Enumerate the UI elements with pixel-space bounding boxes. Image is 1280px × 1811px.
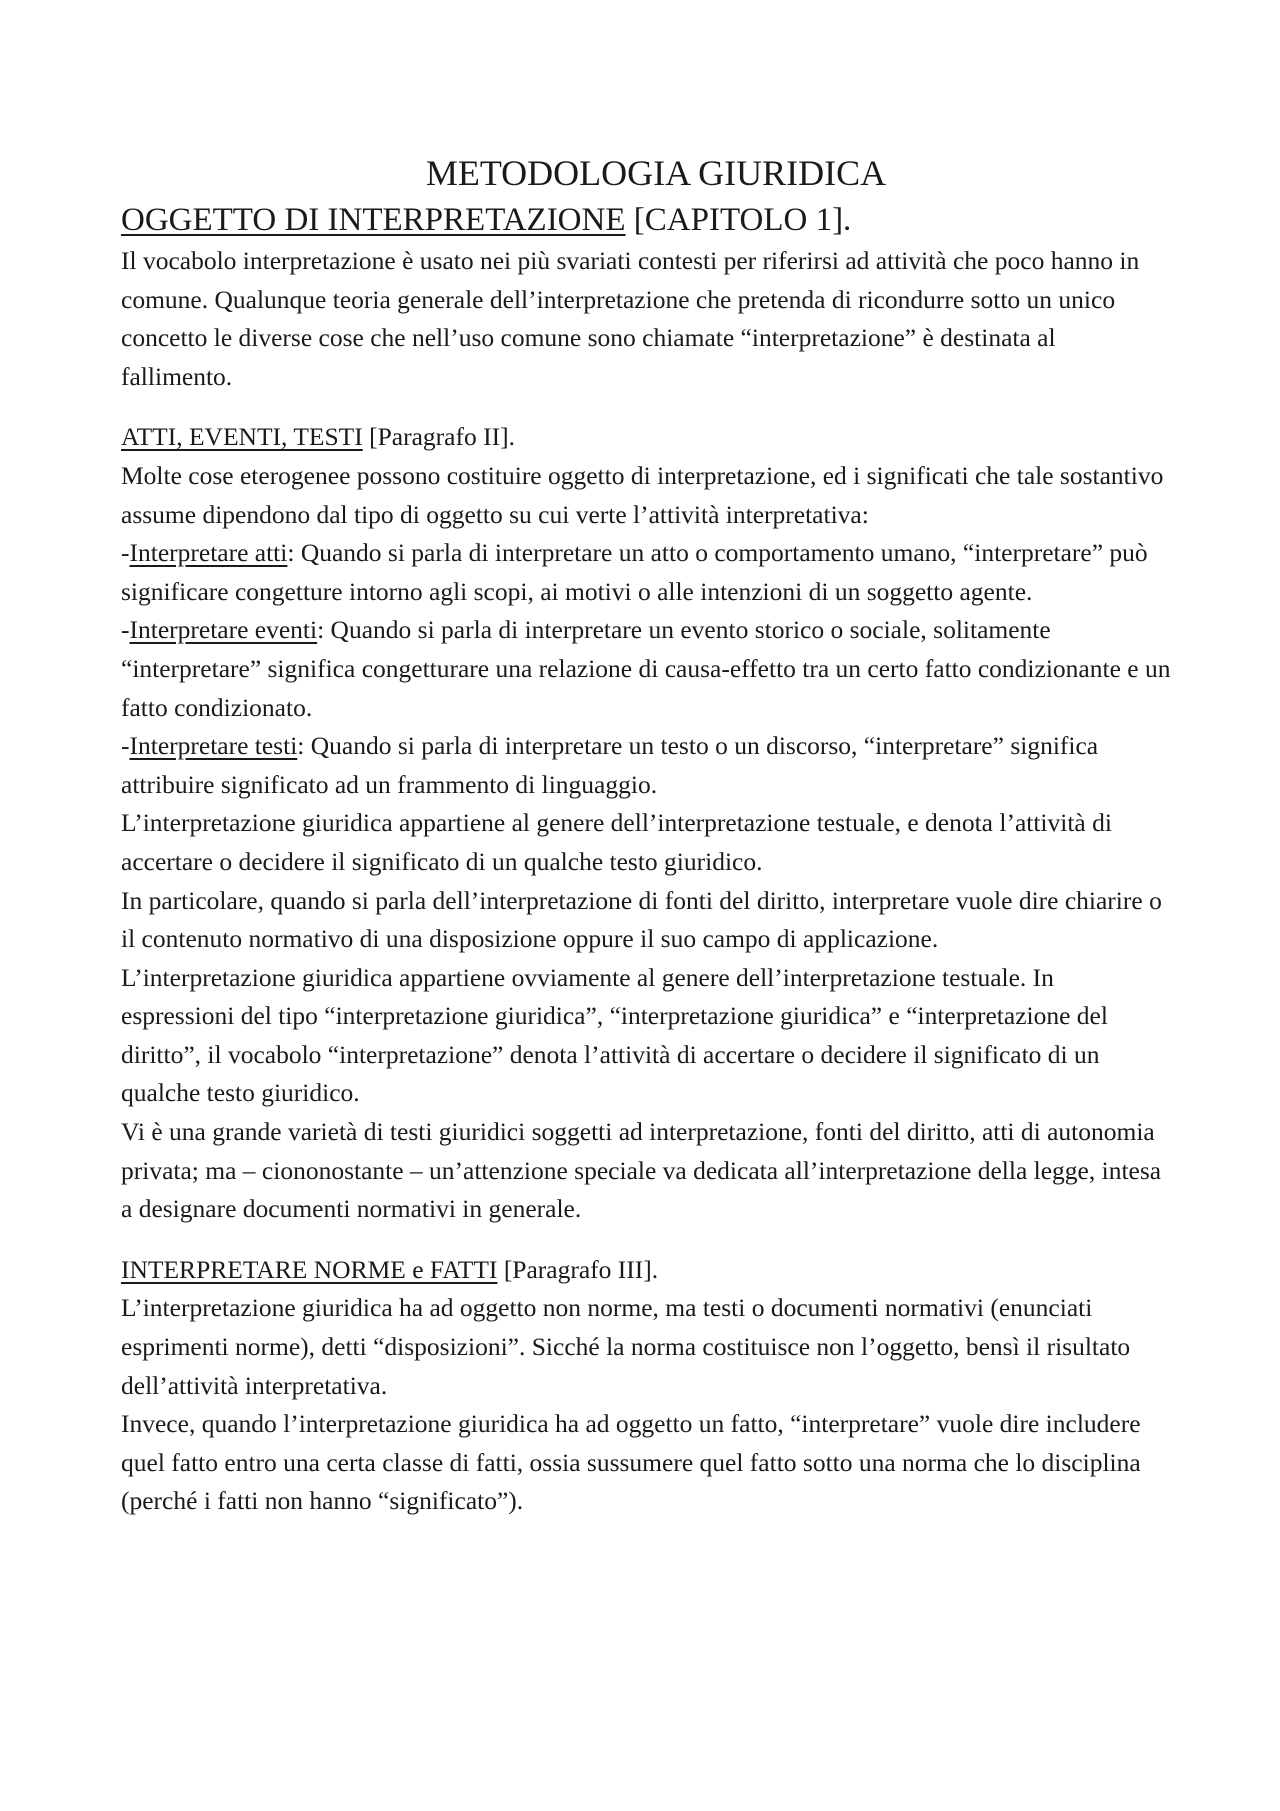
body-paragraph: In particolare, quando si parla dell’interpretazione di fonti del diritto, interpretare vuole dire chiarire o il contenuto normativo di una disposizione oppure il suo campo di applicazione. (121, 885, 1162, 954)
section-heading-title: INTERPRETARE NORME e FATTI (121, 1254, 498, 1284)
chapter-heading (121, 198, 1171, 242)
body-paragraph: Vi è una grande varietà di testi giuridici soggetti ad interpretazione, fonti del diritto, atti di autonomia privata; ma – ciononostante – un’attenzione speciale va dedicata all’interpretazione della legge, intesa a designare documenti normativi in generale. (121, 1117, 1162, 1224)
body-paragraph: Invece, quando l’interpretazione giuridica ha ad oggetto un fatto, “interpretare” vuole dire includere quel fatto entro una certa classe di fatti, ossia sussumere quel fatto sotto una norma che lo disciplina (perché i fatti non hanno “significato”). (121, 1409, 1141, 1516)
body-paragraph: L’interpretazione giuridica ha ad oggetto non norme, ma testi o documenti normativi (enunciati esprimenti norme), detti “disposizioni”. Sicché la norma costituisce non l’oggetto, bensì il risultato dell’attività interpretativa. (121, 1293, 1131, 1400)
list-item-term: Interpretare atti (129, 538, 288, 568)
list-item-text: : Quando si parla di interpretare un testo o un discorso, “interpretare” significa attribuire significato ad un frammento di linguaggio. (121, 731, 1099, 799)
spacer (121, 1229, 1171, 1251)
body-paragraph: L’interpretazione giuridica appartiene ovviamente al genere dell’interpretazione testuale. In espressioni del tipo “interpretazione giuridica”, “interpretazione giuridica” e “interpretazione del diritto”, il vocabolo “interpretazione” denota l’attività di accertare o decidere il significato di un qualche testo giuridico. (121, 962, 1108, 1108)
list-item-text: : Quando si parla di interpretare un atto o comportamento umano, “interpretare” può significare congetture intorno agli scopi, ai motivi o alle intenzioni di un soggetto agente. (121, 538, 1148, 606)
section-heading-suffix: [Paragrafo II]. (362, 422, 515, 452)
document-page (121, 148, 1171, 1521)
body-paragraph: L’interpretazione giuridica appartiene al genere dell’interpretazione testuale, e denota l’attività di accertare o decidere il significato di un qualche testo giuridico. (121, 808, 1112, 876)
list-item-interpretare-eventi (121, 611, 1171, 727)
section-heading-atti-eventi-testi (121, 418, 1171, 457)
section-heading-interpretare-norme-fatti (121, 1251, 1171, 1290)
list-item-text: : Quando si parla di interpretare un evento storico o sociale, solitamente “interpretare” significa congetturare una relazione di causa-effetto tra un certo fatto condizionante e un fatto condizionato. (121, 615, 1171, 722)
spacer (121, 396, 1171, 418)
section-heading-suffix: [Paragrafo III]. (497, 1254, 659, 1284)
list-item-prefix: - (121, 538, 130, 568)
list-item-interpretare-atti (121, 534, 1171, 611)
list-item-interpretare-testi (121, 727, 1171, 804)
list-item-prefix: - (121, 615, 130, 645)
list-item-term: Interpretare testi (129, 731, 298, 761)
list-item-prefix: - (121, 731, 130, 761)
section-heading-title: ATTI, EVENTI, TESTI (121, 422, 363, 452)
chapter-heading-title: OGGETTO DI INTERPRETAZIONE (121, 202, 626, 238)
chapter-heading-suffix: [CAPITOLO 1]. (625, 202, 852, 238)
list-item-term: Interpretare eventi (129, 615, 318, 645)
section-intro: Molte cose eterogenee possono costituire oggetto di interpretazione, ed i significati che tale sostantivo assume dipendono dal tipo di oggetto su cui verte l’attività interpretativa: (121, 460, 1164, 529)
chapter-paragraph: Il vocabolo interpretazione è usato nei più svariati contesti per riferirsi ad attività che poco hanno in comune. Qualunque teoria generale dell’interpretazione che pretenda di ricondurre sotto un unico concetto le diverse cose che nell’uso comune sono chiamate “interpretazione” è destinata al fallimento. (121, 246, 1140, 391)
document-title: METODOLOGIA GIURIDICA (425, 153, 887, 193)
